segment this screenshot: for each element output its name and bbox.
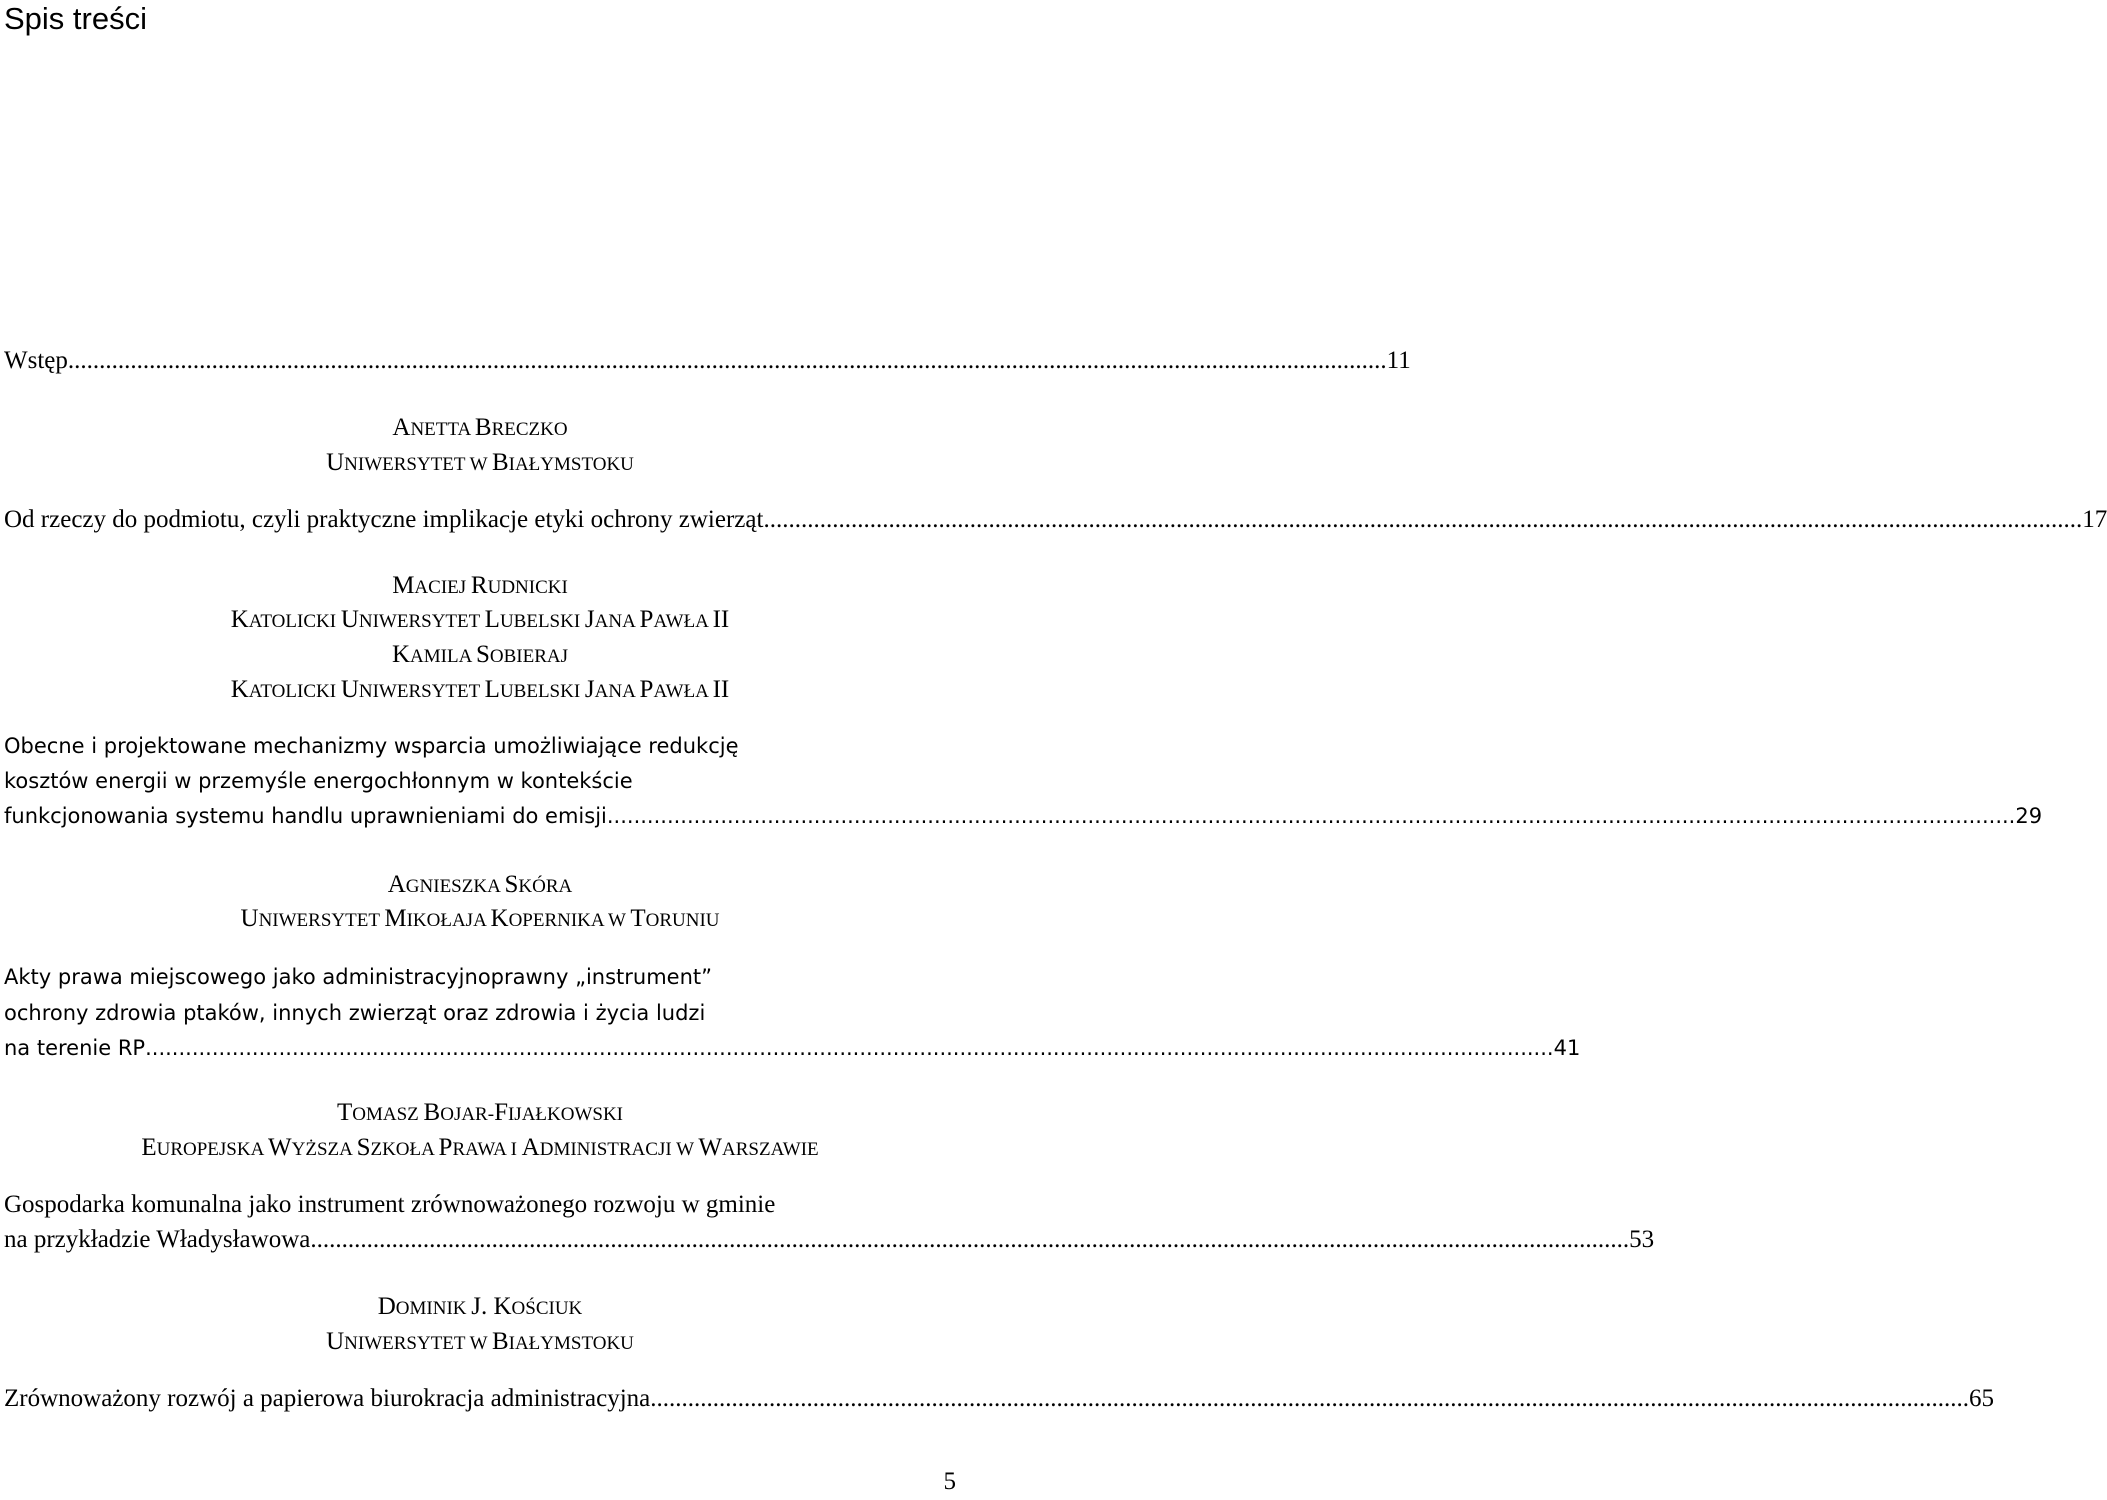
entry-title-line: Obecne i projektowane mechanizmy wsparcia umożliwiające redukcję (4, 734, 739, 758)
author-affiliation (0, 1133, 960, 1165)
small-caps-initial: K (490, 905, 509, 932)
small-caps-initial: U (326, 449, 345, 476)
small-caps-initial: U (326, 1328, 345, 1355)
small-caps-initial: II (712, 676, 730, 703)
small-caps-initial: T (630, 905, 646, 932)
toc-entry-rudnicki-sobieraj[interactable] (4, 799, 2043, 833)
entry-page-number: 65 (1969, 1385, 1995, 1412)
author-affiliation (0, 904, 960, 936)
small-caps-initial: M (392, 572, 415, 599)
small-caps-rest: OŚCIUK (511, 1298, 583, 1319)
small-caps-rest: NIWERSYTET W (344, 454, 492, 475)
author-affiliation (0, 448, 960, 480)
small-caps-rest: ATOLICKI (248, 611, 341, 632)
small-caps-rest: ATOLICKI (248, 681, 341, 702)
dot-leader: ................................................................................................................................................................................................................... (650, 1385, 1970, 1412)
entry-title: na terenie RP (4, 1036, 146, 1060)
entry-title: Od rzeczy do podmiotu, czyli praktyczne implikacje etyki ochrony zwierząt (4, 506, 764, 533)
small-caps-rest: UBELSKI (499, 681, 585, 702)
small-caps-rest: OJAR- (440, 1104, 495, 1125)
small-caps-rest: NIWERSYTET (358, 611, 485, 632)
small-caps-rest: IJAŁKOWSKI (507, 1104, 624, 1125)
small-caps-initial: U (340, 676, 359, 703)
entry-page-number: 17 (2082, 506, 2107, 533)
entry-title: na przykładzie Władysławowa (4, 1226, 311, 1253)
small-caps-initial: R (470, 572, 488, 599)
small-caps-initial: P (639, 606, 654, 633)
toc-entry-bojar-fijalkowski[interactable] (4, 1225, 1655, 1255)
small-caps-initial: S (476, 641, 490, 668)
entry-title-line: Akty prawa miejscowego jako administracyjnoprawny „instrument” (4, 965, 713, 989)
toc-entry-introduction[interactable] (4, 346, 1411, 376)
entry-page-number: 11 (1386, 347, 1411, 374)
author-affiliation (0, 1327, 960, 1359)
small-caps-initial: E (141, 1134, 157, 1161)
small-caps-initial: D (377, 1293, 396, 1320)
small-caps-initial: II (712, 606, 730, 633)
entry-title: Zrównoważony rozwój a papierowa biurokracja administracyjna (4, 1385, 651, 1412)
small-caps-rest: UBELSKI (499, 611, 585, 632)
author-name (0, 640, 960, 672)
entry-title-line: Gospodarka komunalna jako instrument zrównoważonego rozwoju w gminie (4, 1191, 776, 1218)
small-caps-initial: T (336, 1099, 353, 1126)
small-caps-rest: AWŁA (653, 681, 713, 702)
toc-entry-kosciuk[interactable] (4, 1384, 1995, 1414)
small-caps-rest: OBIERAJ (489, 646, 569, 667)
small-caps-initial: J (584, 676, 595, 703)
author-name (0, 1292, 960, 1324)
small-caps-rest: OPERNIKA W (508, 910, 631, 931)
small-caps-rest: ANA (594, 611, 640, 632)
small-caps-initial: A (387, 871, 406, 898)
small-caps-rest: AWŁA (653, 611, 713, 632)
small-caps-initial: B (423, 1099, 441, 1126)
toc-entry-skora[interactable] (4, 1031, 1581, 1065)
small-caps-rest: NIWERSYTET W (344, 1333, 492, 1354)
small-caps-rest: ZKOŁA (370, 1139, 439, 1160)
small-caps-rest: IAŁYMSTOKU (508, 454, 634, 475)
small-caps-initial: S (356, 1134, 371, 1161)
entry-title-line: kosztów energii w przemyśle energochłonnym w kontekście (4, 769, 633, 793)
small-caps-initial: A (521, 1134, 540, 1161)
small-caps-rest: DMINISTRACJI W (539, 1139, 699, 1160)
small-caps-initial: W (268, 1134, 292, 1161)
small-caps-rest: GNIESZKA (405, 876, 505, 897)
author-affiliation (0, 605, 960, 637)
small-caps-initial: L (484, 676, 500, 703)
author-name (0, 571, 960, 603)
small-caps-initial: S (504, 871, 519, 898)
toc-entry-breczko[interactable] (4, 505, 2107, 535)
small-caps-rest: KÓRA (518, 876, 573, 897)
author-name (0, 870, 960, 902)
small-caps-initial: U (340, 606, 359, 633)
small-caps-rest: IAŁYMSTOKU (508, 1333, 634, 1354)
author-name (0, 413, 960, 445)
small-caps-initial: J. K (471, 1293, 512, 1320)
page-number: 5 (943, 1468, 956, 1495)
small-caps-rest: UDNICKI (487, 577, 568, 598)
small-caps-initial: P (438, 1134, 453, 1161)
entry-title-line: ochrony zdrowia ptaków, innych zwierząt oraz zdrowia i życia ludzi (4, 1001, 706, 1025)
small-caps-rest: IKOŁAJA (406, 910, 491, 931)
entry-title: funkcjonowania systemu handlu uprawnieniami do emisji (4, 804, 607, 828)
author-affiliation (0, 675, 960, 707)
dot-leader: ................................................................................................................................................................................................................... (145, 1036, 1554, 1060)
small-caps-rest: AMILA (410, 646, 476, 667)
small-caps-initial: P (639, 676, 654, 703)
small-caps-initial: A (392, 414, 411, 441)
small-caps-rest: RAWA I (452, 1139, 522, 1160)
small-caps-initial: W (698, 1134, 723, 1161)
small-caps-initial: B (474, 414, 492, 441)
entry-page-number: 53 (1629, 1226, 1655, 1253)
toc-heading: Spis treści (4, 1, 147, 36)
small-caps-rest: YŻSZA (291, 1139, 357, 1160)
small-caps-rest: NIWERSYTET (358, 681, 485, 702)
small-caps-initial: B (491, 1328, 509, 1355)
small-caps-initial: U (240, 905, 259, 932)
small-caps-initial: J (584, 606, 595, 633)
small-caps-rest: ACIEJ (414, 577, 471, 598)
small-caps-initial: F (494, 1099, 508, 1126)
small-caps-rest: ORUNIU (645, 910, 720, 931)
small-caps-rest: RECZKO (491, 419, 568, 440)
dot-leader: ................................................................................................................................................................................................................... (763, 506, 2083, 533)
entry-page-number: 41 (1553, 1036, 1581, 1060)
dot-leader: ................................................................................................................................................................................................................... (310, 1226, 1630, 1253)
entry-page-number: 29 (2015, 804, 2043, 828)
small-caps-rest: OMINIK (395, 1298, 472, 1319)
small-caps-initial: K (230, 676, 249, 703)
author-name (0, 1098, 960, 1130)
small-caps-rest: NIWERSYTET (258, 910, 385, 931)
entry-title: Wstęp (4, 347, 68, 374)
small-caps-rest: NETTA (410, 419, 475, 440)
small-caps-initial: K (391, 641, 411, 668)
small-caps-rest: OMASZ (352, 1104, 424, 1125)
small-caps-rest: ANA (594, 681, 640, 702)
dot-leader: ................................................................................................................................................................................................................... (67, 347, 1387, 374)
small-caps-initial: M (384, 905, 407, 932)
dot-leader: ................................................................................................................................................................................................................... (606, 804, 2016, 828)
small-caps-rest: UROPEJSKA (156, 1139, 269, 1160)
small-caps-rest: ARSZAWIE (722, 1139, 819, 1160)
small-caps-initial: L (484, 606, 500, 633)
small-caps-initial: K (230, 606, 249, 633)
small-caps-initial: B (491, 449, 509, 476)
